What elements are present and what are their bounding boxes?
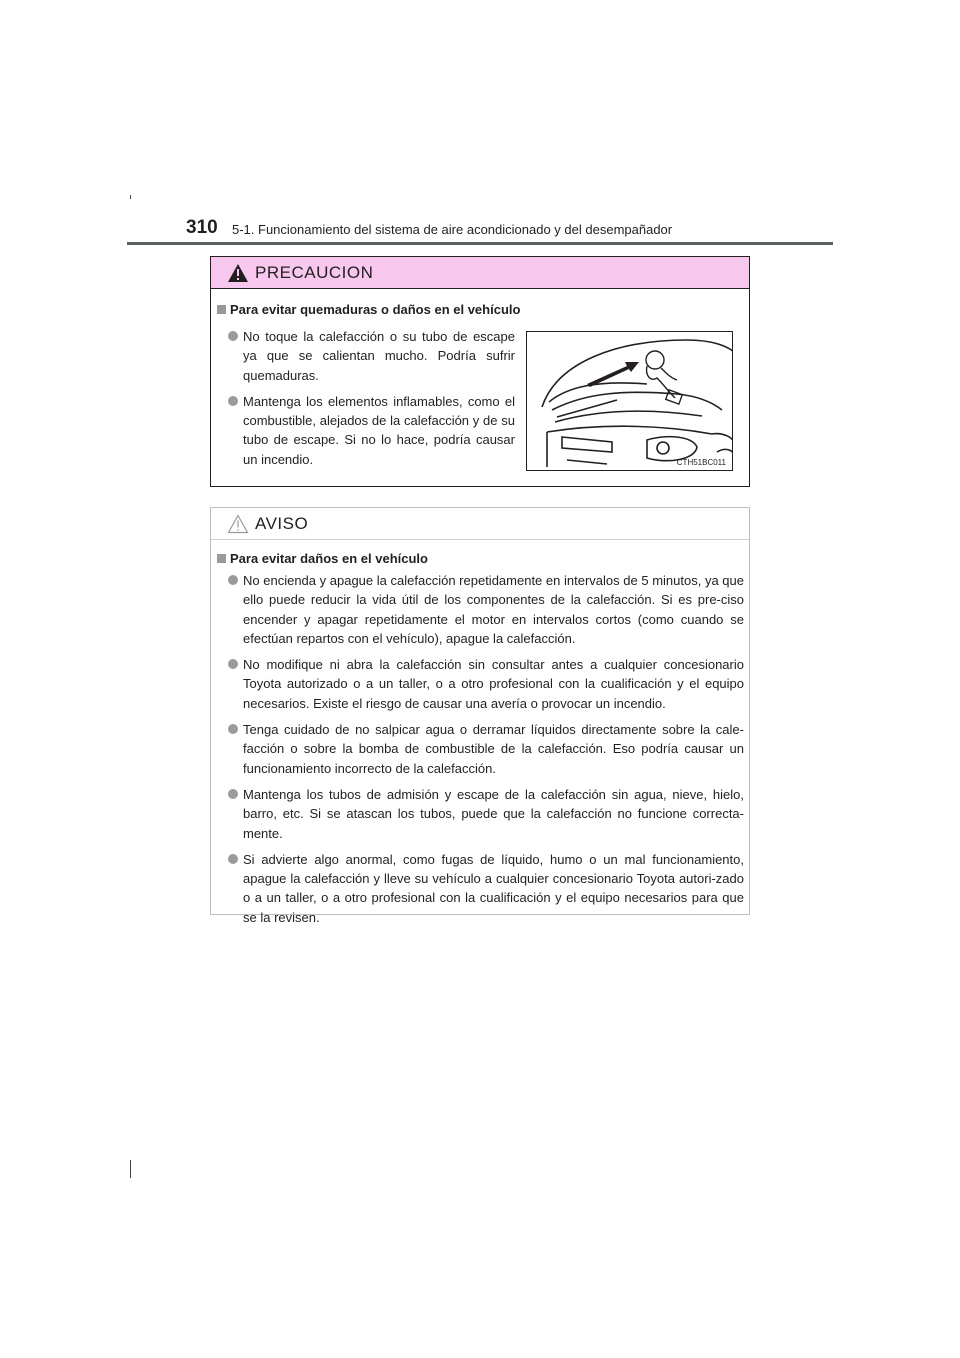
- car-front-drawing: [527, 332, 733, 471]
- list-item: [217, 850, 744, 927]
- figure-code: CTH51BC011: [676, 458, 726, 467]
- heater-exhaust-illustration: [526, 331, 733, 471]
- warning-outline-icon: [227, 514, 249, 534]
- caution-box: [210, 256, 750, 487]
- list-item-text: No modifique ni abra la calefacción sin consultar antes a cualquier concesionario Toyota autorizado o a un taller, o a otro profesional con la cualificación y el equipo necesarios. Existe el riesgo de causar una avería o provocar un incendio.: [243, 657, 744, 711]
- notice-header: [211, 508, 749, 540]
- list-item: [217, 720, 744, 778]
- notice-title: AVISO: [255, 514, 309, 533]
- notice-section-label: Para evitar daños en el vehículo: [230, 551, 428, 566]
- chapter-title: 5-1. Funcionamiento del sistema de aire acondicionado y del desempañador: [232, 222, 673, 237]
- header-divider: [127, 242, 833, 245]
- list-item-text: No toque la calefacción o su tubo de escape ya que se calientan mucho. Podría sufrir quemaduras.: [243, 329, 515, 383]
- list-item: [217, 571, 744, 648]
- circle-bullet-icon: [228, 575, 238, 585]
- notice-box: [210, 507, 750, 925]
- caution-section-label: Para evitar quemaduras o daños en el vehículo: [230, 302, 521, 317]
- caution-list: [217, 327, 515, 476]
- circle-bullet-icon: [228, 724, 238, 734]
- circle-bullet-icon: [228, 396, 238, 406]
- circle-bullet-icon: [228, 659, 238, 669]
- crop-mark: [130, 1160, 131, 1178]
- circle-bullet-icon: [228, 331, 238, 341]
- notice-list: [217, 571, 744, 934]
- list-item-text: Mantenga los tubos de admisión y escape de la calefacción sin agua, nieve, hielo, barro, etc. Si se atascan los tubos, puede que la calefacción no funcione correcta-mente.: [243, 786, 744, 841]
- caution-section-title: [217, 302, 520, 317]
- warning-triangle-icon: [227, 263, 249, 283]
- crop-mark: [130, 195, 131, 199]
- page-number: 310: [186, 217, 218, 238]
- list-item-text: No encienda y apague la calefacción repetidamente en intervalos de 5 minutos, ya que ello puede reducir la vida útil de los componentes de la calefacción. Si es pre-ciso encender y apagar repetidamente el motor en intervalos cortos (como cuando se efectúan repartos con el vehículo), apague la calefacción.: [243, 573, 744, 646]
- list-item: [217, 655, 744, 713]
- list-item-text: Tenga cuidado de no salpicar agua o derramar líquidos directamente sobre la cale-facción o sobre la bomba de combustible de la calefacción. Eso podría causar un funcionamiento incorrecto de la calefacción.: [243, 722, 744, 776]
- square-bullet-icon: [217, 305, 226, 314]
- circle-bullet-icon: [228, 789, 238, 799]
- list-item-text: Si advierte algo anormal, como fugas de líquido, humo o un mal funcionamiento, apague la calefacción y lleve su vehículo a cualquier concesionario Toyota autori-zado o a un taller, o a otro profesional con la cualificación y el equipo necesarios para que se la revisen.: [243, 851, 744, 925]
- list-item-text: Mantenga los elementos inflamables, como el combustible, alejados de la calefacción y de su tubo de escape. Si no lo hace, podría causar un incendio.: [243, 393, 515, 467]
- caution-header: [211, 257, 749, 289]
- list-item: [217, 327, 515, 385]
- notice-section-title: [217, 551, 428, 566]
- list-item: [217, 785, 744, 843]
- caution-title: PRECAUCION: [255, 263, 374, 282]
- square-bullet-icon: [217, 554, 226, 563]
- circle-bullet-icon: [228, 854, 238, 864]
- list-item: [217, 392, 515, 469]
